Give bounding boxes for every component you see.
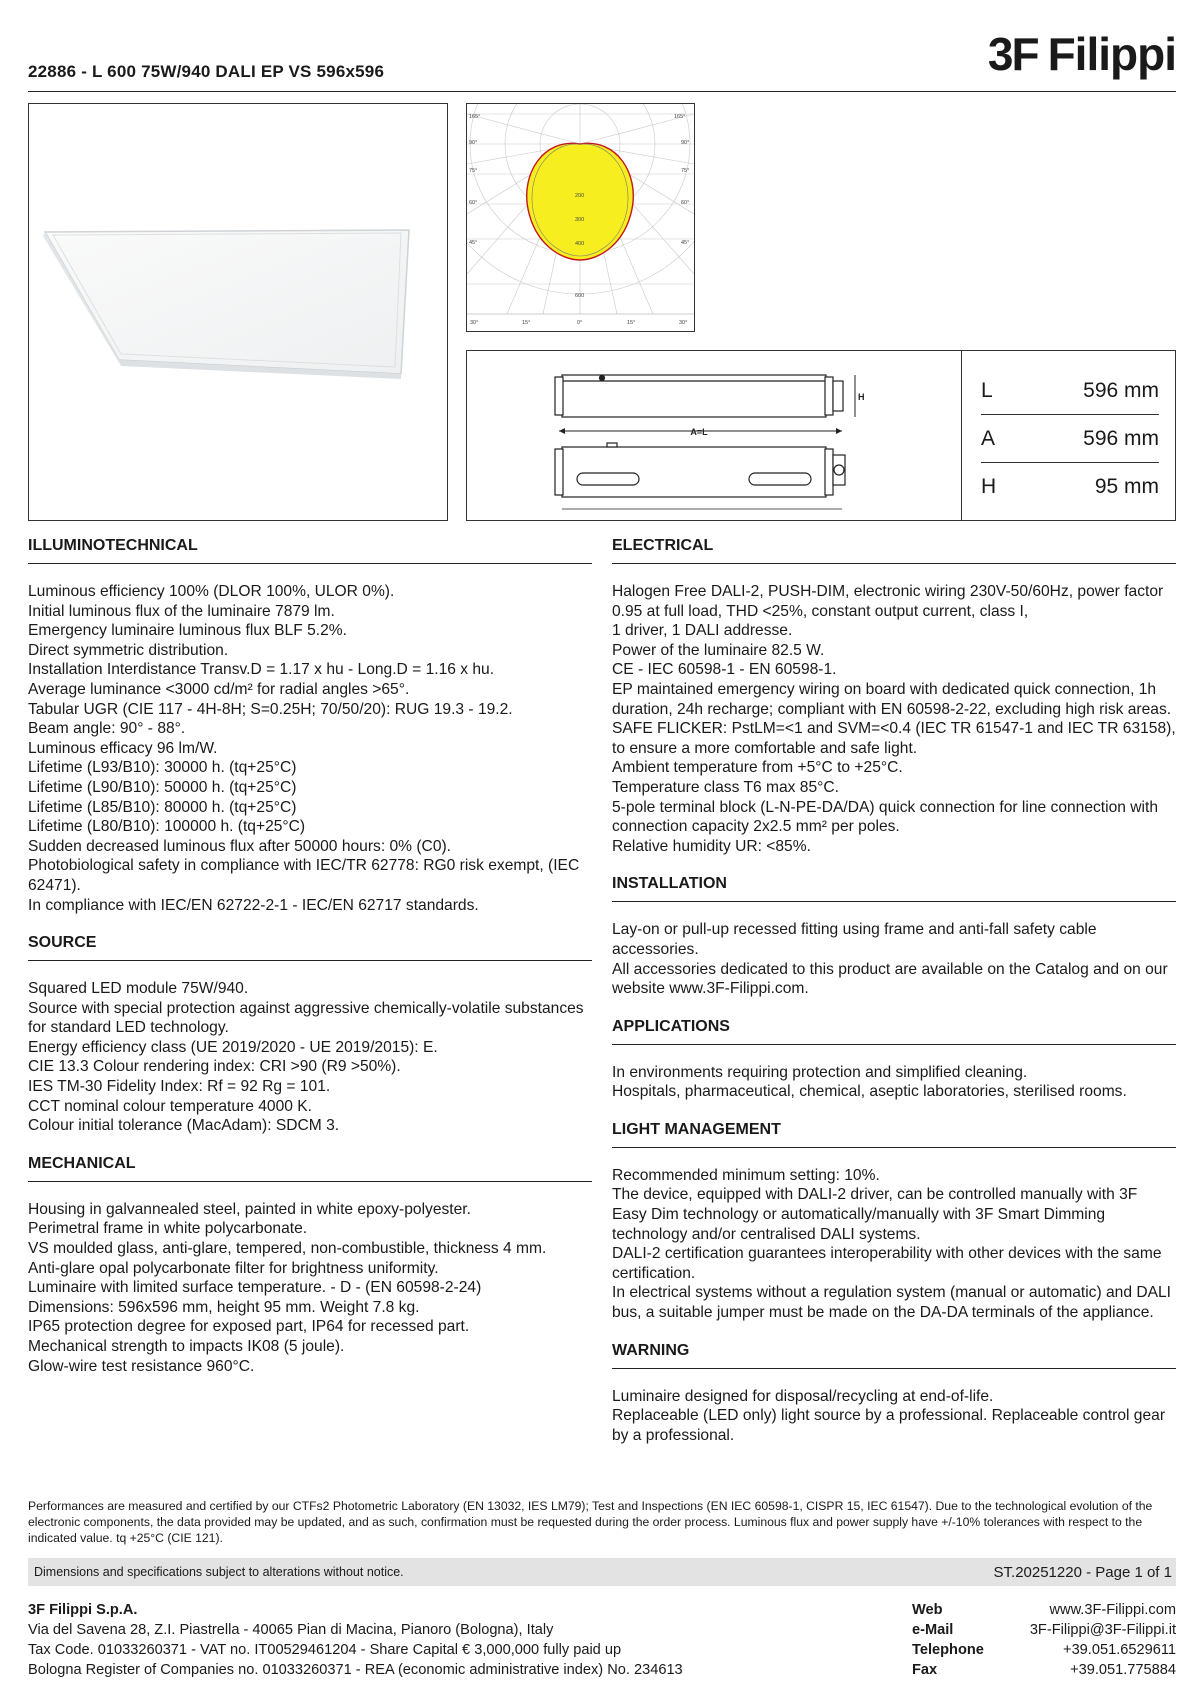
dimension-row-a <box>981 415 1159 463</box>
spec-line: Ambient temperature from +5°C to +25°C. <box>612 759 903 777</box>
spec-line: Replaceable (LED only) light source by a professional. Replaceable control gear by a professional. <box>612 1407 1166 1444</box>
spec-line: Perimetral frame in white polycarbonate. <box>28 1220 308 1238</box>
product-photo <box>28 103 448 521</box>
spec-line: Lifetime (L90/B10): 50000 h. (tq+25°C) <box>28 778 297 796</box>
polar-label-tr: 165° <box>674 114 686 120</box>
left-column <box>28 534 592 1392</box>
polar-bottom-3: 15° <box>627 320 636 326</box>
section-title-applications: APPLICATIONS <box>612 1015 1176 1045</box>
right-column <box>612 534 1176 1461</box>
spec-line: In environments requiring protection and simplified cleaning. <box>612 1063 1028 1081</box>
spec-line: CE - IEC 60598-1 - EN 60598-1. <box>612 661 837 679</box>
contact-label: Telephone <box>912 1642 984 1658</box>
logo-mark: 3F <box>987 28 1038 80</box>
contact-email <box>912 1620 1176 1640</box>
dimension-value: 596 mm <box>1083 378 1159 402</box>
spec-line: Squared LED module 75W/940. <box>28 980 249 998</box>
contact-telephone <box>912 1640 1176 1660</box>
dimension-value: 596 mm <box>1083 426 1159 450</box>
polar-right-2: 60° <box>681 200 690 206</box>
spec-line: Luminaire designed for disposal/recycling at end-of-life. <box>612 1387 994 1405</box>
contact-label: Fax <box>912 1662 938 1678</box>
spec-line: Source with special protection against aggressive chemically-volatile substances for standard LED technology. <box>28 999 584 1037</box>
polar-bottom-2: 0° <box>577 320 583 326</box>
dimensions-panel <box>466 350 1176 521</box>
contact-label: e-Mail <box>912 1622 954 1638</box>
section-title-illuminotechnical: ILLUMINOTECHNICAL <box>28 534 592 564</box>
contact-value[interactable]: www.3F-Filippi.com <box>1049 1602 1176 1618</box>
polar-diagram <box>466 103 695 332</box>
drawing-height-label: H <box>858 392 865 402</box>
spec-line: Emergency luminaire luminous flux BLF 5.2%. <box>28 622 347 640</box>
spec-line: Colour initial tolerance (MacAdam): SDCM 3. <box>28 1117 340 1135</box>
polar-chart <box>467 104 694 331</box>
spec-line: Anti-glare opal polycarbonate filter for brightness uniformity. <box>28 1259 439 1277</box>
spec-line: Lifetime (L93/B10): 30000 h. (tq+25°C) <box>28 759 297 777</box>
section-title-light-management: LIGHT MANAGEMENT <box>612 1118 1176 1148</box>
spec-line: Average luminance <3000 cd/m² for radial angles >65°. <box>28 680 410 698</box>
spec-line: In compliance with IEC/EN 62722-2-1 - IEC/EN 62717 standards. <box>28 896 479 914</box>
polar-radial-0: 200 <box>575 193 585 199</box>
contact-info <box>912 1600 1176 1680</box>
dimension-table <box>981 367 1159 511</box>
section-title-installation: INSTALLATION <box>612 872 1176 902</box>
section-title-source: SOURCE <box>28 931 592 961</box>
contact-label: Web <box>912 1602 943 1618</box>
polar-radial-3: 600 <box>575 293 585 299</box>
spec-line: IES TM-30 Fidelity Index: Rf = 92 Rg = 101. <box>28 1078 331 1096</box>
dimension-row-h <box>981 463 1159 511</box>
section-installation <box>612 920 1176 998</box>
contact-value[interactable]: 3F-Filippi@3F-Filippi.it <box>1029 1622 1176 1638</box>
panel-image <box>29 104 447 520</box>
section-title-mechanical: MECHANICAL <box>28 1152 592 1182</box>
spec-line: Initial luminous flux of the luminaire 7879 lm. <box>28 602 335 620</box>
contact-fax <box>912 1660 1176 1680</box>
spec-line: Lifetime (L80/B10): 100000 h. (tq+25°C) <box>28 818 306 836</box>
spec-line: Direct symmetric distribution. <box>28 641 229 659</box>
spec-line: Power of the luminaire 82.5 W. <box>612 641 825 659</box>
footer-bar <box>28 1558 1176 1586</box>
spec-line: 5-pole terminal block (L-N-PE-DA/DA) quick connection for line connection with connection capacity 2x2.5 mm² per poles. <box>612 798 1159 836</box>
section-title-warning: WARNING <box>612 1339 1176 1369</box>
polar-radial-1: 300 <box>575 217 585 223</box>
dimension-value: 95 mm <box>1094 475 1159 498</box>
polar-left-1: 75° <box>469 168 478 174</box>
drawing-width-label: A=L <box>690 427 708 437</box>
spec-line: CIE 13.3 Colour rendering index: CRI >90 (R9 >50%). <box>28 1058 401 1076</box>
polar-right-3: 45° <box>681 240 690 246</box>
spec-line: Glow-wire test resistance 960°C. <box>28 1357 255 1375</box>
section-light-management <box>612 1166 1176 1323</box>
spec-line: Luminous efficiency 100% (DLOR 100%, ULOR 0%). <box>28 583 395 600</box>
spec-line: Photobiological safety in compliance with IEC/TR 62778: RG0 risk exempt, (IEC 62471). <box>28 857 580 894</box>
polar-label-tl: 165° <box>469 114 481 120</box>
page-number: ST.20251220 - Page 1 of 1 <box>993 1563 1172 1581</box>
product-title: 22886 - L 600 75W/940 DALI EP VS 596x596 <box>28 62 385 81</box>
spec-line: 1 driver, 1 DALI addresse. <box>612 622 793 640</box>
spec-line: Mechanical strength to impacts IK08 (5 joule). <box>28 1338 345 1355</box>
spec-line: Housing in galvannealed steel, painted in white epoxy-polyester. <box>28 1200 471 1218</box>
section-applications <box>612 1063 1176 1102</box>
section-illuminotechnical <box>28 582 592 915</box>
spec-line: Relative humidity UR: <85%. <box>612 837 811 855</box>
spec-line: Recommended minimum setting: 10%. <box>612 1166 880 1184</box>
dimension-label: A <box>981 426 996 450</box>
polar-left-0: 90° <box>469 140 478 146</box>
spec-line: EP maintained emergency wiring on board with dedicated quick connection, 1h duration, 24h recharge; compliant with EN 60598-2-22, excluding high risk areas. <box>612 680 1172 718</box>
performance-footnote: Performances are measured and certified by our CTFs2 Photometric Laboratory (EN 13032, IES LM79); Test and Inspections (EN IEC 60598-1, CISPR 15, IEC 61547). Due to the technological evolution of the electronic components, the data provided may be updated, and as such, confirmation must be requested during the order process. Luminous flux and power supply have +/-10% tolerances with respect to the indicated value. tq +25°C (CIE 121). <box>28 1499 1153 1545</box>
dimension-drawing <box>467 351 962 520</box>
spec-line: Beam angle: 90° - 88°. <box>28 720 186 738</box>
dimension-label: L <box>981 378 993 402</box>
polar-right-1: 75° <box>681 168 690 174</box>
dimension-label: H <box>981 475 997 498</box>
company-tax: Tax Code. 01033260371 - VAT no. IT00529461204 - Share Capital € 3,000,000 fully paid up <box>28 1642 622 1658</box>
spec-line: VS moulded glass, anti-glare, tempered, non-combustible, thickness 4 mm. <box>28 1240 547 1258</box>
polar-bottom-0: 30° <box>470 320 479 326</box>
company-register: Bologna Register of Companies no. 01033260371 - REA (economic administrative index) No. 234613 <box>28 1662 683 1678</box>
spec-line: Halogen Free DALI-2, PUSH-DIM, electronic wiring 230V-50/60Hz, power factor 0.95 at full load, THD <25%, constant output current, class I, <box>612 583 1164 620</box>
spec-line: Hospitals, pharmaceutical, chemical, aseptic laboratories, sterilised rooms. <box>612 1083 1127 1101</box>
spec-line: Temperature class T6 max 85°C. <box>612 778 839 796</box>
polar-right-0: 90° <box>681 140 690 146</box>
section-electrical <box>612 582 1176 856</box>
contact-web <box>912 1600 1176 1620</box>
polar-bottom-4: 30° <box>679 320 688 326</box>
spec-line: Lay-on or pull-up recessed fitting using frame and anti-fall safety cable accessories. <box>612 921 1097 958</box>
logo-text: Filippi <box>1047 28 1176 80</box>
section-title-electrical: ELECTRICAL <box>612 534 1176 564</box>
spec-line: DALI-2 certification guarantees interoperability with other devices with the same certification. <box>612 1245 1162 1282</box>
polar-bottom-1: 15° <box>522 320 531 326</box>
section-mechanical <box>28 1200 592 1376</box>
polar-radial-2: 400 <box>575 241 585 247</box>
spec-line: Lifetime (L85/B10): 80000 h. (tq+25°C) <box>28 798 297 816</box>
spec-line: In electrical systems without a regulation system (manual or automatic) and DALI bus, a suitable jumper must be made on the DA-DA terminals of the appliance. <box>612 1284 1172 1322</box>
spec-line: Dimensions: 596x596 mm, height 95 mm. Weight 7.8 kg. <box>28 1298 420 1316</box>
spec-line: Luminaire with limited surface temperature. - D - (EN 60598-2-24) <box>28 1279 482 1297</box>
dimension-row-l <box>981 367 1159 415</box>
contact-value: +39.051.6529611 <box>1063 1642 1176 1658</box>
spec-line: All accessories dedicated to this product are available on the Catalog and on our website www.3F-Filippi.com. <box>612 960 1168 998</box>
spec-line: IP65 protection degree for exposed part, IP64 for recessed part. <box>28 1318 470 1336</box>
spec-line: Tabular UGR (CIE 117 - 4H-8H; S=0.25H; 70/50/20): RUG 19.3 - 19.2. <box>28 700 513 718</box>
page-header <box>28 22 1176 92</box>
company-info <box>28 1600 848 1680</box>
contact-value: +39.051.775884 <box>1070 1662 1176 1678</box>
brand-logo <box>988 24 1176 84</box>
polar-left-2: 60° <box>469 200 478 206</box>
spec-line: Luminous efficacy 96 lm/W. <box>28 739 218 757</box>
company-name: 3F Filippi S.p.A. <box>28 1602 138 1618</box>
spec-line: SAFE FLICKER: PstLM=<1 and SVM=<0.4 (IEC TR 61547-1 and IEC TR 63158), to ensure a more comfortable and safe light. <box>612 720 1176 757</box>
spec-line: CCT nominal colour temperature 4000 K. <box>28 1097 313 1115</box>
company-address: Via del Savena 28, Z.I. Piastrella - 40065 Pian di Macina, Pianoro (Bologna), Italy <box>28 1622 554 1638</box>
polar-left-3: 45° <box>469 240 478 246</box>
spec-line: Sudden decreased luminous flux after 50000 hours: 0% (C0). <box>28 837 452 855</box>
section-warning <box>612 1387 1176 1446</box>
spec-line: Energy efficiency class (UE 2019/2020 - UE 2019/2015): E. <box>28 1038 438 1056</box>
alteration-notice: Dimensions and specifications subject to alterations without notice. <box>34 1565 404 1579</box>
spec-line: Installation Interdistance Transv.D = 1.17 x hu - Long.D = 1.16 x hu. <box>28 661 495 679</box>
section-source <box>28 979 592 1136</box>
spec-line: The device, equipped with DALI-2 driver, can be controlled manually with 3F Easy Dim technology or automatically/manually with 3F Smart Dimming technology and/or centralised DALI systems. <box>612 1186 1138 1243</box>
